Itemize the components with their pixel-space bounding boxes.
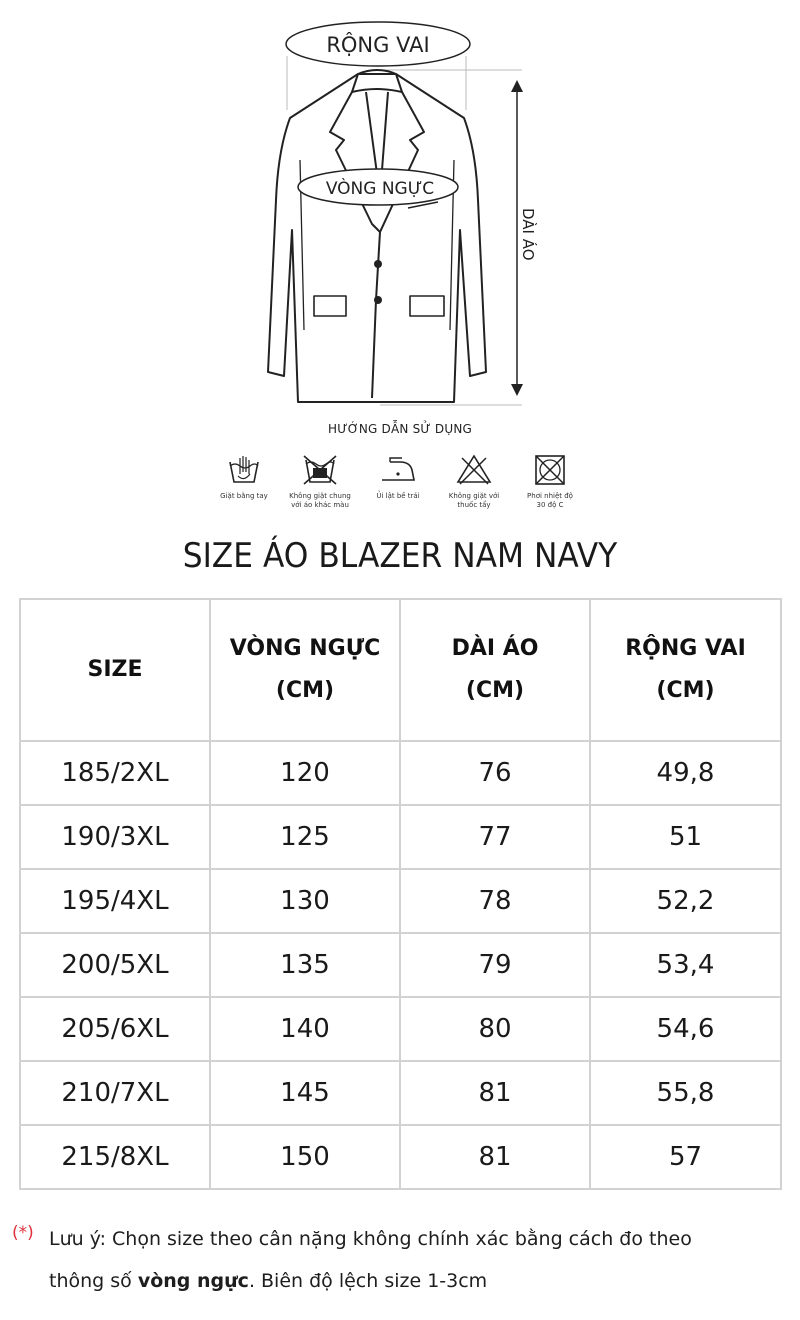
care-label-hand-wash: Giặt bằng tay xyxy=(220,492,268,500)
cell-shoulder: 55,8 xyxy=(590,1061,781,1125)
note-suffix: . Biên độ lệch size 1-3cm xyxy=(248,1270,488,1292)
blazer-outline xyxy=(268,70,486,402)
table-row xyxy=(20,805,781,869)
iron-inside-out-icon xyxy=(378,452,418,486)
table-row xyxy=(20,933,781,997)
header-size: SIZE xyxy=(20,599,210,741)
cell-length: 80 xyxy=(400,997,590,1061)
cell-length: 81 xyxy=(400,1125,590,1189)
cell-size: 185/2XL xyxy=(20,741,210,805)
cell-shoulder: 51 xyxy=(590,805,781,869)
cell-shoulder: 49,8 xyxy=(590,741,781,805)
shoulder-label: RỘNG VAI xyxy=(326,33,430,57)
dry-30c-icon xyxy=(530,452,570,486)
care-label-no-bleach: Không giặt với thuốc tẩy xyxy=(448,492,500,509)
cell-length: 81 xyxy=(400,1061,590,1125)
cell-size: 200/5XL xyxy=(20,933,210,997)
cell-size: 215/8XL xyxy=(20,1125,210,1189)
page-title: SIZE ÁO BLAZER NAM NAVY xyxy=(182,536,618,576)
cell-shoulder: 52,2 xyxy=(590,869,781,933)
cell-length: 76 xyxy=(400,741,590,805)
cell-length: 77 xyxy=(400,805,590,869)
note-line-2 xyxy=(49,1260,487,1302)
header-length: DÀI ÁO (CM) xyxy=(400,599,590,741)
button-bottom-icon xyxy=(374,296,382,304)
button-top-icon xyxy=(374,260,382,268)
table-row xyxy=(20,1125,781,1189)
cell-length: 79 xyxy=(400,933,590,997)
note-prefix: thông số xyxy=(49,1270,138,1292)
note-line-1: Lưu ý: Chọn size theo cân nặng không chính xác bằng cách đo theo xyxy=(49,1228,692,1250)
care-item-hand-wash xyxy=(206,452,282,501)
cell-chest: 130 xyxy=(210,869,400,933)
cell-size: 205/6XL xyxy=(20,997,210,1061)
care-item-dry xyxy=(512,452,588,510)
care-item-no-mixed-wash xyxy=(282,452,358,510)
cell-chest: 150 xyxy=(210,1125,400,1189)
care-label-dry: Phơi nhiệt độ 30 độ C xyxy=(527,492,573,509)
table-row xyxy=(20,1061,781,1125)
table-row xyxy=(20,869,781,933)
cell-shoulder: 53,4 xyxy=(590,933,781,997)
header-chest: VÒNG NGỰC (CM) xyxy=(210,599,400,741)
care-instructions xyxy=(210,452,590,522)
cell-chest: 125 xyxy=(210,805,400,869)
cell-size: 190/3XL xyxy=(20,805,210,869)
care-label-no-mixed-wash: Không giặt chung với áo khác màu xyxy=(289,492,351,509)
table-header-row xyxy=(20,599,781,741)
cell-shoulder: 57 xyxy=(590,1125,781,1189)
cell-chest: 145 xyxy=(210,1061,400,1125)
blazer-measurement-figure xyxy=(0,0,800,420)
note-bold-chest: vòng ngực xyxy=(137,1270,249,1292)
cell-chest: 120 xyxy=(210,741,400,805)
care-item-iron xyxy=(360,452,436,501)
table-row xyxy=(20,997,781,1061)
cell-size: 195/4XL xyxy=(20,869,210,933)
note-asterisk-mark: (*) xyxy=(12,1223,34,1243)
care-item-no-bleach xyxy=(436,452,512,510)
hand-wash-icon xyxy=(224,452,264,486)
length-label: DÀI ÁO xyxy=(519,208,537,261)
no-bleach-icon xyxy=(454,452,494,486)
cell-chest: 140 xyxy=(210,997,400,1061)
cell-chest: 135 xyxy=(210,933,400,997)
cell-size: 210/7XL xyxy=(20,1061,210,1125)
cell-shoulder: 54,6 xyxy=(590,997,781,1061)
blazer-outline-illustration xyxy=(0,0,800,420)
care-heading: HƯỚNG DẪN SỬ DỤNG xyxy=(327,422,473,436)
chest-label: VÒNG NGỰC xyxy=(325,179,435,199)
table-row xyxy=(20,741,781,805)
size-table xyxy=(19,598,782,1190)
care-label-iron: Ủi lật bề trái xyxy=(376,492,420,500)
no-mixed-wash-icon xyxy=(300,452,340,486)
header-shoulder: RỘNG VAI (CM) xyxy=(590,599,781,741)
cell-length: 78 xyxy=(400,869,590,933)
